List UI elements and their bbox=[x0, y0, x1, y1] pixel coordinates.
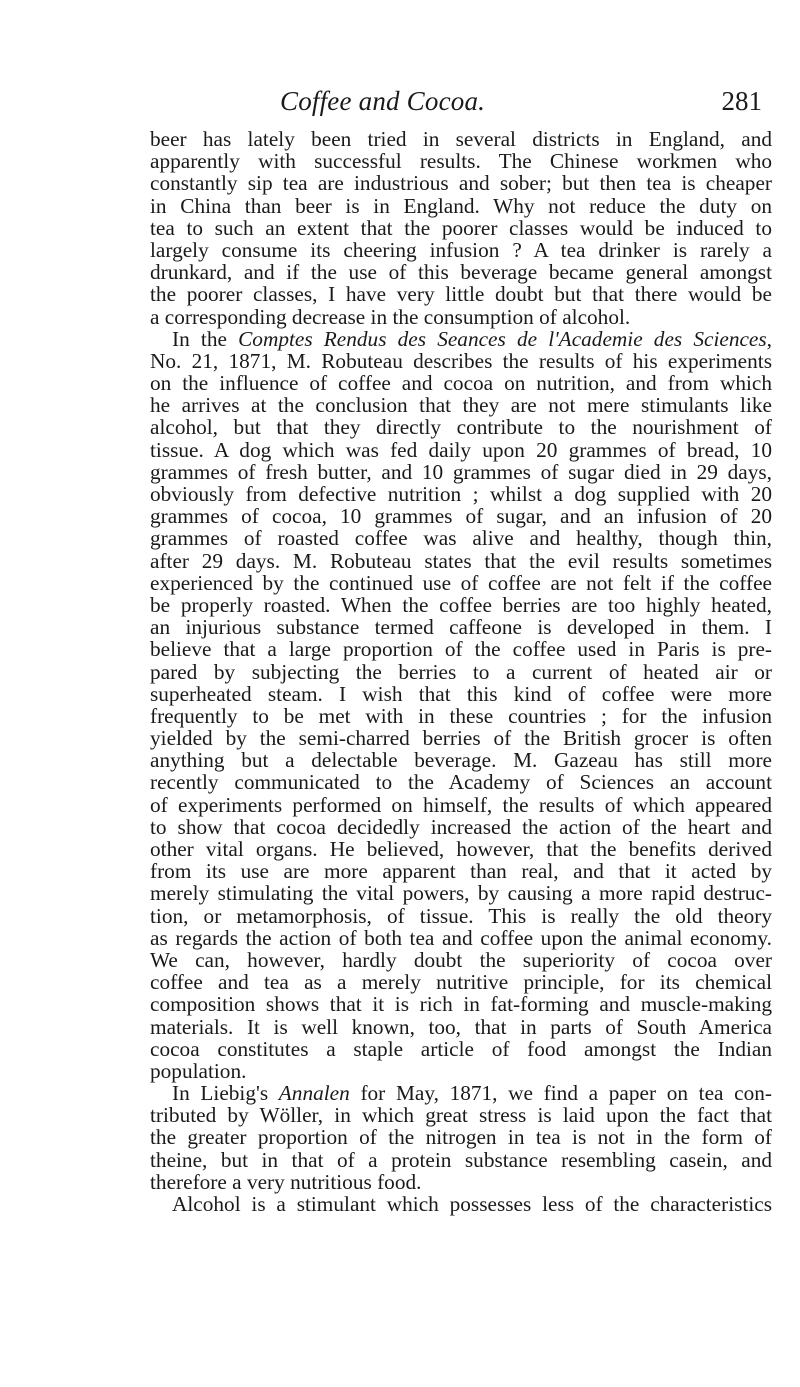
text-segment: grammes of roasted coffee was alive and healthy, though thin, bbox=[150, 526, 772, 551]
body-text bbox=[150, 128, 772, 1215]
text-line bbox=[150, 1171, 772, 1193]
text-line bbox=[150, 638, 772, 660]
text-segment: cocoa constitutes a staple article of food amongst the Indian bbox=[150, 1036, 772, 1061]
text-segment: after 29 days. M. Robuteau states that the evil results sometimes bbox=[150, 548, 772, 573]
text-line bbox=[150, 394, 772, 416]
italic-text: Comptes Rendus des Seances de l'Academie des Sciences bbox=[238, 326, 767, 351]
page-number: 281 bbox=[721, 86, 762, 116]
text-line bbox=[150, 771, 772, 793]
text-segment: recently communicated to the Academy of Sciences an account bbox=[150, 770, 772, 795]
text-line bbox=[150, 1038, 772, 1060]
text-segment: tea to such an extent that the poorer classes would be induced to bbox=[150, 215, 772, 240]
text-line bbox=[150, 905, 772, 927]
text-line bbox=[150, 550, 772, 572]
text-line bbox=[150, 283, 772, 305]
text-segment: coffee and tea as a merely nutritive principle, for its chemical bbox=[150, 970, 772, 995]
text-segment: for May, 1871, we find a paper on tea con- bbox=[349, 1081, 772, 1106]
text-segment: he arrives at the conclusion that they are not mere stimulants like bbox=[150, 393, 772, 418]
text-segment: the greater proportion of the nitrogen in tea is not in the form of bbox=[150, 1125, 772, 1150]
text-segment: an injurious substance termed caffeone is developed in them. I bbox=[150, 615, 772, 640]
text-segment: to show that cocoa decidedly increased the action of the heart and bbox=[150, 814, 772, 839]
text-line bbox=[150, 527, 772, 549]
text-segment: of experiments performed on himself, the results of which appeared bbox=[150, 792, 772, 817]
text-line bbox=[150, 439, 772, 461]
text-segment: frequently to be met with in these countries ; for the infusion bbox=[150, 703, 772, 728]
text-line bbox=[150, 261, 772, 283]
text-segment: obviously from defective nutrition ; whilst a dog supplied with 20 bbox=[150, 482, 772, 506]
text-line bbox=[150, 927, 772, 949]
text-segment: In Liebig's bbox=[172, 1081, 279, 1106]
text-line bbox=[150, 350, 772, 372]
text-segment: in China than beer is in England. Why not reduce the duty on bbox=[150, 193, 772, 218]
text-segment: Alcohol is a stimulant which possesses less of the characteristics bbox=[172, 1192, 772, 1216]
text-segment: tributed by Wöller, in which great stress is laid upon the fact that bbox=[150, 1103, 772, 1128]
text-line bbox=[150, 1193, 772, 1215]
text-line bbox=[150, 372, 772, 394]
text-segment: constantly sip tea are industrious and sober; but then tea is cheaper bbox=[150, 171, 772, 196]
text-segment: believe that a large proportion of the coffee used in Paris is pre- bbox=[150, 637, 772, 662]
text-segment: beer has lately been tried in several districts in England, and bbox=[150, 127, 772, 151]
text-line bbox=[150, 816, 772, 838]
text-segment: , bbox=[766, 326, 772, 351]
text-line bbox=[150, 1149, 772, 1171]
text-line bbox=[150, 1082, 772, 1104]
text-segment: No. 21, 1871, M. Robuteau describes the results of his experiments bbox=[150, 348, 772, 373]
text-line bbox=[150, 727, 772, 749]
text-line bbox=[150, 217, 772, 239]
text-line bbox=[150, 416, 772, 438]
text-line bbox=[150, 483, 772, 505]
text-segment: drunkard, and if the use of this beverage became general amongst bbox=[150, 260, 772, 285]
text-line bbox=[150, 461, 772, 483]
text-line bbox=[150, 993, 772, 1015]
text-segment: tion, or metamorphosis, of tissue. This is really the old theory bbox=[150, 903, 772, 928]
text-line bbox=[150, 705, 772, 727]
text-line bbox=[150, 1060, 772, 1082]
text-line bbox=[150, 949, 772, 971]
text-segment: a corresponding decrease in the consumption of alcohol. bbox=[150, 304, 631, 329]
text-line bbox=[150, 971, 772, 993]
text-line bbox=[150, 195, 772, 217]
text-line bbox=[150, 150, 772, 172]
text-line bbox=[150, 1126, 772, 1148]
text-segment: as regards the action of both tea and coffee upon the animal economy. bbox=[150, 925, 772, 950]
text-segment: pared by subjecting the berries to a current of heated air or bbox=[150, 659, 772, 684]
text-line bbox=[150, 172, 772, 194]
text-segment: theine, but in that of a protein substance resembling casein, and bbox=[150, 1147, 772, 1172]
text-line bbox=[150, 1104, 772, 1126]
text-segment: We can, however, hardly doubt the superiority of cocoa over bbox=[150, 947, 772, 972]
text-line bbox=[150, 683, 772, 705]
italic-text: Annalen bbox=[278, 1081, 350, 1106]
text-segment: tissue. A dog which was fed daily upon 20 grammes of bread, 10 bbox=[150, 437, 772, 462]
text-segment: from its use are more apparent than real, and that it acted by bbox=[150, 859, 772, 884]
text-line bbox=[150, 882, 772, 904]
text-segment: grammes of fresh butter, and 10 grammes of sugar died in 29 days, bbox=[150, 459, 772, 484]
text-line bbox=[150, 328, 772, 350]
text-segment: materials. It is well known, too, that in parts of South America bbox=[150, 1014, 772, 1039]
text-segment: experienced by the continued use of coffee are not felt if the coffee bbox=[150, 570, 772, 595]
text-segment: composition shows that it is rich in fat-forming and muscle-making bbox=[150, 992, 772, 1017]
text-segment: other vital organs. He believed, however, that the benefits derived bbox=[150, 837, 772, 861]
running-head bbox=[150, 86, 762, 122]
text-line bbox=[150, 749, 772, 771]
text-segment: largely consume its cheering infusion ? A tea drinker is rarely a bbox=[150, 237, 772, 262]
text-segment: therefore a very nutritious food. bbox=[150, 1169, 422, 1194]
text-segment: merely stimulating the vital powers, by causing a more rapid destruc- bbox=[150, 881, 772, 906]
text-segment: superheated steam. I wish that this kind of coffee were more bbox=[150, 681, 772, 706]
text-line bbox=[150, 594, 772, 616]
text-line bbox=[150, 239, 772, 261]
text-segment: be properly roasted. When the coffee berries are too highly heated, bbox=[150, 592, 772, 617]
text-segment: on the influence of coffee and cocoa on nutrition, and from which bbox=[150, 371, 772, 396]
text-line bbox=[150, 661, 772, 683]
text-segment: grammes of cocoa, 10 grammes of sugar, and an infusion of 20 bbox=[150, 504, 772, 529]
text-segment: the poorer classes, I have very little doubt but that there would be bbox=[150, 282, 772, 307]
text-segment: anything but a delectable beverage. M. Gazeau has still more bbox=[150, 748, 772, 773]
text-line bbox=[150, 794, 772, 816]
text-segment: yielded by the semi-charred berries of the British grocer is often bbox=[150, 726, 772, 751]
text-line bbox=[150, 128, 772, 150]
text-line bbox=[150, 838, 772, 860]
text-segment: population. bbox=[150, 1058, 247, 1083]
text-segment: apparently with successful results. The Chinese workmen who bbox=[150, 149, 772, 174]
text-line bbox=[150, 1016, 772, 1038]
text-line bbox=[150, 572, 772, 594]
text-line bbox=[150, 616, 772, 638]
text-segment: alcohol, but that they directly contribute to the nourishment of bbox=[150, 415, 772, 440]
text-line bbox=[150, 306, 772, 328]
text-segment: In the bbox=[172, 326, 239, 351]
running-title: Coffee and Cocoa. bbox=[280, 86, 486, 116]
text-line bbox=[150, 505, 772, 527]
text-line bbox=[150, 860, 772, 882]
